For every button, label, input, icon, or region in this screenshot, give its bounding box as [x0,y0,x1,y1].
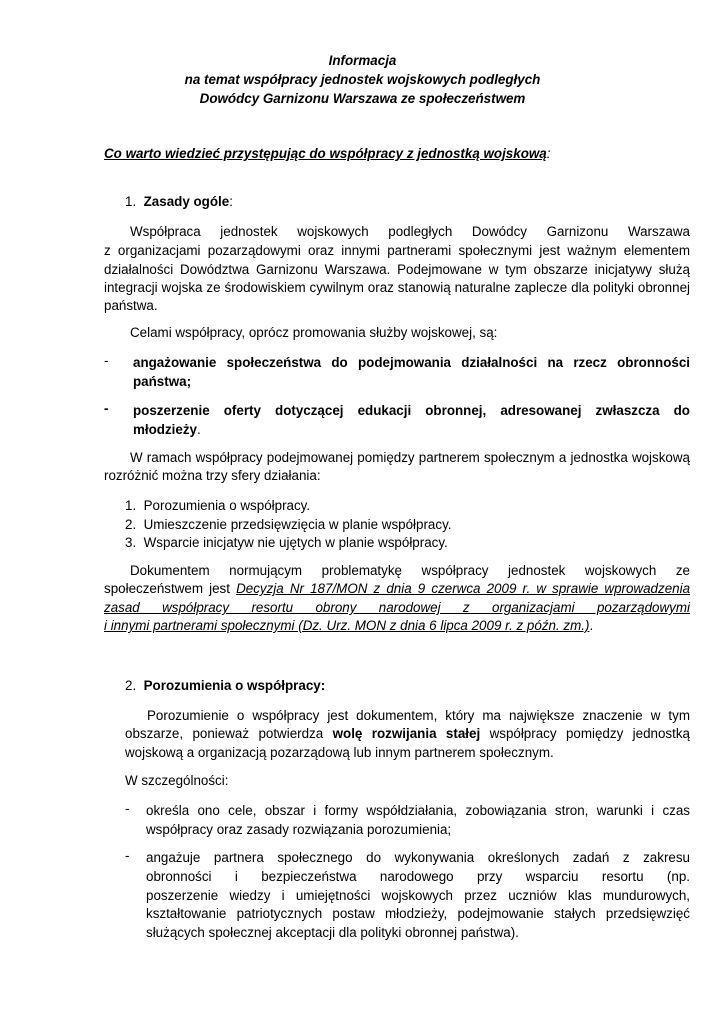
section1-paragraph1-line1 [130,223,690,242]
goal2-line1: poszerzenie oferty dotyczącej edukacji obronnej, adresowanej zwłaszcza do [133,403,690,418]
section1-title: Zasady ogóle [143,194,230,209]
section1-title-suffix: : [229,194,233,209]
section2-number: 2. [125,678,137,693]
list-item-number: 3. [125,535,137,550]
list-item-text: Porozumienia o współpracy. [143,498,311,513]
section1-paragraph1-line4: integracji wojska ze środowiskiem cywilnym oraz stanowią naturalne zaplecze dla polityki obronnej [104,280,690,295]
section2-paragraph1-line3: wojskową a organizacją pozarządową lub innym partnerem społecznym. [125,745,554,760]
subtitle-suffix: : [546,146,551,161]
section1-paragraph1-line2: z organizacjami pozarządowymi oraz innymi partnerami społecznymi jest ważnym elementem [104,243,690,258]
section2-paragraph1-line1: Porozumienie o współpracy jest dokumentem, który ma największe znaczenie w tym [147,708,690,723]
paragraph1-word: Warszawa [627,224,690,239]
list-item [125,496,310,515]
section1-paragraph3-line1: W ramach współpracy podejmowanej pomiędzy partnerem społecznym a jednostka wojskową [130,450,690,465]
list-item [125,533,448,552]
paragraph1-word: wojskowych [297,224,369,239]
section2-title: Porozumienia o współpracy: [143,678,326,693]
section1-paragraph4-line1: Dokumentem normującym problematykę współpracy jednostek wojskowych ze [130,563,690,578]
section1-paragraph4-line2-text: społeczeństwem jest [104,581,237,596]
goal2-line2-suffix: . [197,422,201,437]
item1-dash: - [125,801,130,816]
section1-paragraph4-line4 [104,617,593,636]
item2-dash: - [125,848,130,863]
section1-heading [125,194,233,209]
item2-line4: kształtowanie patriotycznych postaw młodzieży, podejmowanie stałych przedsięwzięć [146,906,690,921]
paragraph1-word: Współpraca [130,224,201,239]
document-title: Informacja [328,53,397,68]
document-title-line3: Dowódcy Garnizonu Warszawa ze społeczeństwem [199,91,526,106]
list-item [125,515,452,534]
list-item-number: 2. [125,517,137,532]
goal1-line2: państwa; [133,374,192,389]
section2-heading [125,678,325,693]
decision-link-part1[interactable]: Decyzja Nr 187/MON z dnia 9 czerwca 2009 r. w sprawie wprowadzenia [236,581,691,596]
section1-paragraph4-line4-suffix: . [589,618,594,633]
paragraph1-word: jednostek [220,224,278,239]
goal1-dash: - [104,353,109,368]
item1-line2: współpracy oraz zasady rozwiązania porozumienia; [146,822,452,837]
section1-paragraph1-line5: państwa. [104,298,158,313]
decision-link-part3[interactable]: i innymi partnerami społecznymi (Dz. Urz. MON z dnia 6 lipca 2009 r. z późn. zm.) [104,618,590,633]
goal2-line2-text: młodzieży [133,422,197,437]
document-title-line2: na temat współpracy jednostek wojskowych podległych [184,72,541,87]
section2-paragraph1-line2 [125,725,690,744]
paragraph1-word: Dowódcy [471,224,527,239]
section2-paragraph2: W szczególności: [125,773,229,788]
item2-line1: angażuje partnera społecznego do wykonywania określonych zadań z zakresu [146,850,690,865]
goal2-line2 [133,420,690,439]
paragraph1-word: Garnizonu [546,224,609,239]
list-item-text: Umieszczenie przedsięwzięcia w planie współpracy. [143,517,452,532]
subtitle-text: Co warto wiedzieć przystępując do współpracy z jednostką wojskową [104,146,547,161]
item2-line2: obronności i bezpieczeństwa narodowego przy wsparciu resortu (np. [146,869,690,884]
decision-link-part2[interactable]: zasad współpracy resortu obrony narodowej z organizacjami pozarządowymi [104,600,690,615]
section2-paragraph1-line2-end: współpracy pomiędzy jednostką [480,726,690,741]
paragraph1-word: podległych [388,224,453,239]
goal2-dash: - [104,401,109,416]
section1-number: 1. [125,194,137,209]
section1-paragraph1-line3: działalności Dowództwa Garnizonu Warszawa. Podejmowane w tym obszarze inicjatywy służą [104,262,690,277]
item2-line5: służących społecznej akceptacji dla polityki obronnej państwa). [146,925,519,940]
section2-paragraph1-line2-text: obszarze, ponieważ potwierdza [125,726,333,741]
subtitle [104,146,550,161]
item1-line1: określa ono cele, obszar i formy współdziałania, zobowiązania stron, warunki i czas [146,803,690,818]
item2-line3: poszerzenie wiedzy i umiejętności wojskowych przez uczniów klas mundurowych, [146,888,690,903]
section1-paragraph4-line2 [104,580,690,599]
section1-paragraph2: Celami współpracy, oprócz promowania służby wojskowej, są: [130,325,498,340]
goal1-line1: angażowanie społeczeństwa do podejmowania działalności na rzecz obronności [133,355,690,370]
list-item-number: 1. [125,498,137,513]
section2-paragraph1-line2-bold: wolę rozwijania stałej [332,726,481,741]
list-item-text: Wsparcie inicjatyw nie ujętych w planie współpracy. [143,535,448,550]
section1-paragraph3-line2: rozróżnić można trzy sfery działania: [104,468,321,483]
